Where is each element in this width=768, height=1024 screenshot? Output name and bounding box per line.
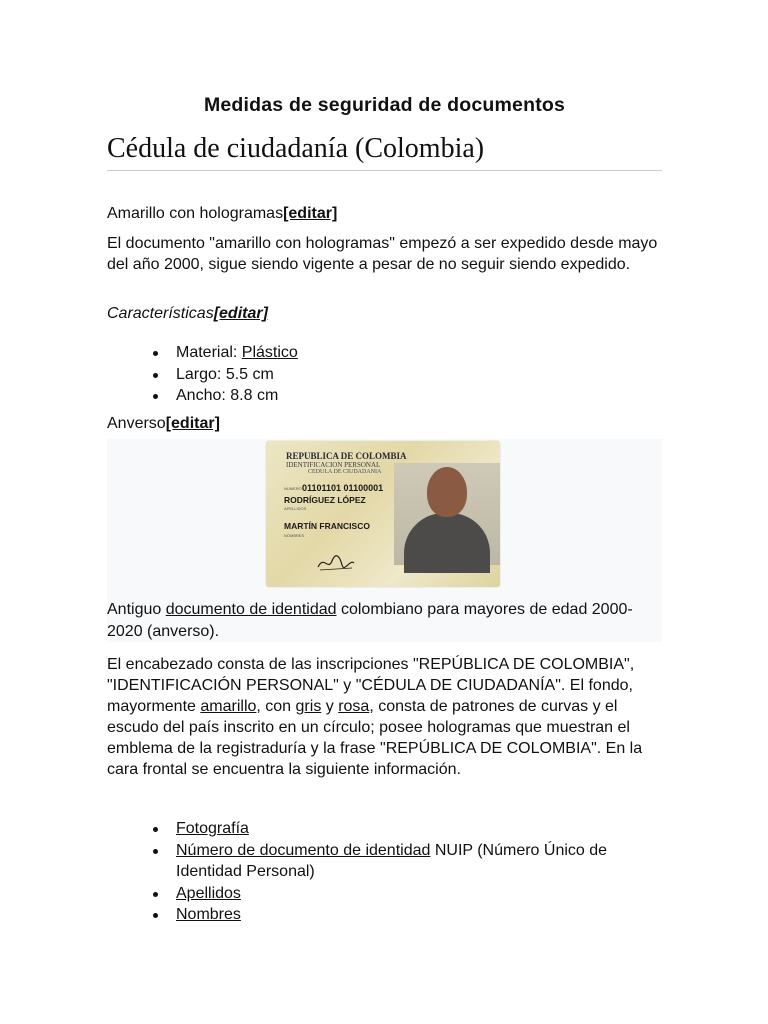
photo-head xyxy=(427,467,467,517)
list-item xyxy=(107,342,662,364)
section-title-text: Características xyxy=(107,305,214,322)
edit-link[interactable]: [editar] xyxy=(165,415,220,432)
description-text: y xyxy=(321,698,339,715)
info-list xyxy=(107,818,662,926)
nombres-link[interactable]: Nombres xyxy=(176,906,241,923)
photo-torso xyxy=(404,513,490,573)
section-title-amarillo xyxy=(107,203,662,224)
section-title-text: Anverso xyxy=(107,415,166,432)
card-apellidos: RODRÍGUEZ LÓPEZ xyxy=(284,495,366,505)
edit-link[interactable]: [editar] xyxy=(283,205,338,222)
list-item-label: Material: xyxy=(176,344,242,361)
card-nombres-label: NOMBRES xyxy=(284,533,305,538)
list-item xyxy=(107,840,662,883)
card-photo xyxy=(394,463,500,565)
caracteristicas-list xyxy=(107,342,662,407)
list-item-label: Ancho: 8.8 cm xyxy=(176,387,279,404)
intro-paragraph: El documento "amarillo con hologramas" empezó a ser expedido desde mayo del año 2000, sigue siendo vigente a pesar de no seguir siendo expedido. xyxy=(107,235,658,273)
description-text: , consta de patrones de curvas y el escudo del país inscrito en un círculo; posee hologramas que muestran el emblema de la registraduría y la frase "REPÚBLICA DE COLOMBIA". En la cara frontal se encuentra la siguiente información. xyxy=(107,698,643,778)
card-header-cedula: CEDULA DE CIUDADANIA xyxy=(308,469,382,475)
gris-link[interactable]: gris xyxy=(295,698,322,715)
id-card-figure xyxy=(107,439,662,642)
edit-link[interactable]: [editar] xyxy=(213,305,268,322)
card-apellidos-label: APELLIDOS xyxy=(284,506,307,511)
id-card-image[interactable] xyxy=(266,441,500,587)
description-text: El encabezado consta de las inscripciones "REPÚBLICA DE COLOMBIA", "IDENTIFICACIÓN PERSONAL" y "CÉDULA DE CIUDADANÍA". El fondo, mayormente xyxy=(107,656,635,715)
figure-caption xyxy=(107,599,662,643)
list-item-label: Largo: 5.5 cm xyxy=(176,365,274,383)
card-nombres: MARTÍN FRANCISCO xyxy=(284,521,370,531)
page-heading: Cédula de ciudadanía (Colombia) xyxy=(107,132,662,171)
list-item xyxy=(107,818,662,840)
rosa-link[interactable]: rosa xyxy=(338,698,370,715)
list-item-text: NUIP (Número Único de Identidad Personal) xyxy=(176,841,608,880)
amarillo-link[interactable]: amarillo xyxy=(200,698,257,715)
list-item xyxy=(107,364,662,386)
section-title-text: Amarillo con hologramas xyxy=(107,205,284,222)
card-numero-label: NUMERO xyxy=(284,486,302,491)
fotografia-link[interactable]: Fotografía xyxy=(176,820,249,837)
section-title-anverso xyxy=(107,413,662,434)
card-header-identificacion: IDENTIFICACION PERSONAL xyxy=(286,461,381,469)
numero-documento-link[interactable]: Número de documento de identidad xyxy=(176,841,431,859)
caption-text: colombiano para mayores de edad 2000-2020 (anverso). xyxy=(107,601,633,640)
description-paragraph xyxy=(107,654,662,780)
list-item xyxy=(107,385,662,407)
signature-icon xyxy=(316,553,356,573)
card-header-republica: REPUBLICA DE COLOMBIA xyxy=(286,451,407,461)
apellidos-link[interactable]: Apellidos xyxy=(176,884,241,902)
card-numero: 01101101 01100001 xyxy=(302,483,384,493)
documento-identidad-link[interactable]: documento de identidad xyxy=(165,601,337,618)
section-title-caracteristicas xyxy=(107,303,662,324)
document-title: Medidas de seguridad de documentos xyxy=(203,94,566,116)
caption-text: Antiguo xyxy=(107,601,166,618)
list-item xyxy=(107,904,662,926)
list-item xyxy=(107,883,662,905)
plastico-link[interactable]: Plástico xyxy=(241,344,298,361)
description-text: , con xyxy=(256,698,296,715)
